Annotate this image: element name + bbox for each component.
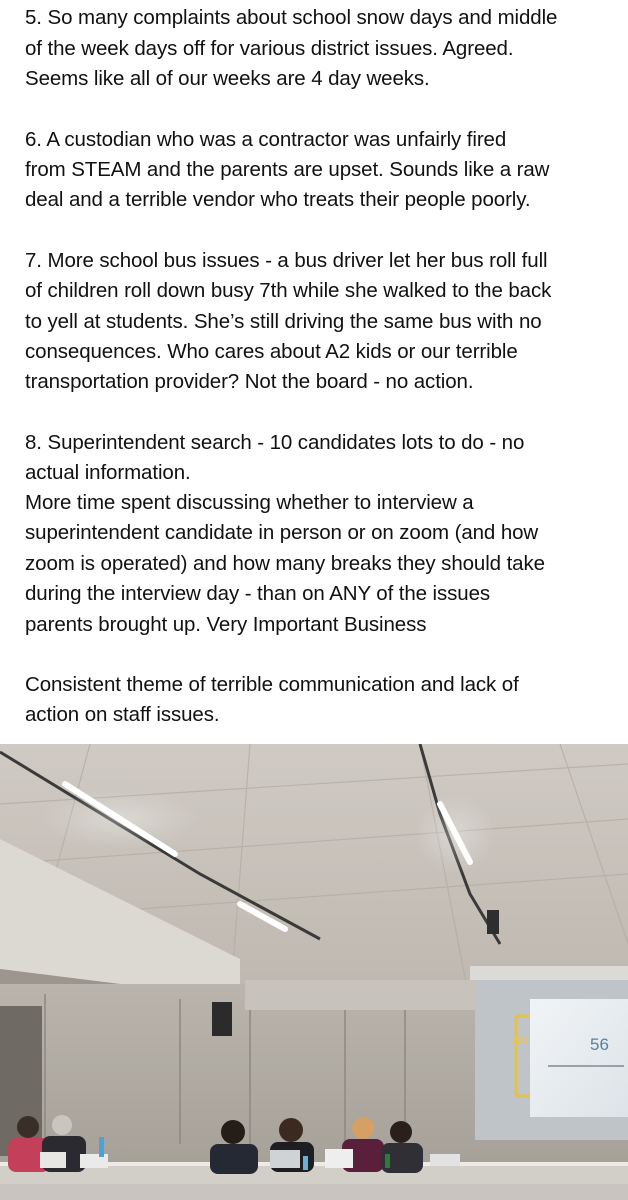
ceiling-fixture [487,910,499,934]
screen-label: AN [512,1035,528,1047]
text-line: 6. A custodian who was a contractor was unfairly fired [25,128,507,151]
text-line: actual information. [25,461,191,484]
text-line: 7. More school bus issues - a bus driver let her bus roll full [25,249,548,272]
wall-speaker [212,1002,232,1036]
text-line: transportation provider? Not the board - no action. [25,370,474,393]
text-line: deal and a terrible vendor who treats their people poorly. [25,188,531,211]
text-line: of children roll down busy 7th while she walked to the back [25,279,552,302]
meeting-photo-drawing [0,744,628,1200]
text-line: 5. So many complaints about school snow days and middle [25,6,558,29]
text-line: Consistent theme of terrible communication and lack of [25,673,519,696]
text-line: of the week days off for various district issues. Agreed. [25,37,514,60]
text-line: to yell at students. She’s still driving the same bus with no [25,310,542,333]
meeting-photo[interactable] [0,744,628,1200]
text-line: More time spent discussing whether to interview a [25,491,474,514]
text-line: parents brought up. Very Important Business [25,613,427,636]
text-line: zoom is operated) and how many breaks they should take [25,552,545,575]
text-line: during the interview day - than on ANY of the issues [25,582,491,605]
screen-housing [470,966,628,980]
wall-header [245,980,480,1010]
projection-screen [530,999,628,1117]
text-line: superintendent candidate in person or on zoom (and how [25,521,539,544]
text-line: 8. Superintendent search - 10 candidates lots to do - no [25,431,525,454]
text-line: from STEAM and the parents are upset. Sounds like a raw [25,158,550,181]
text-line: consequences. Who cares about A2 kids or our terrible [25,340,518,363]
screen-number: 56 [590,1035,609,1054]
text-line: action on staff issues. [25,703,220,726]
text-line: Seems like all of our weeks are 4 day weeks. [25,67,430,90]
